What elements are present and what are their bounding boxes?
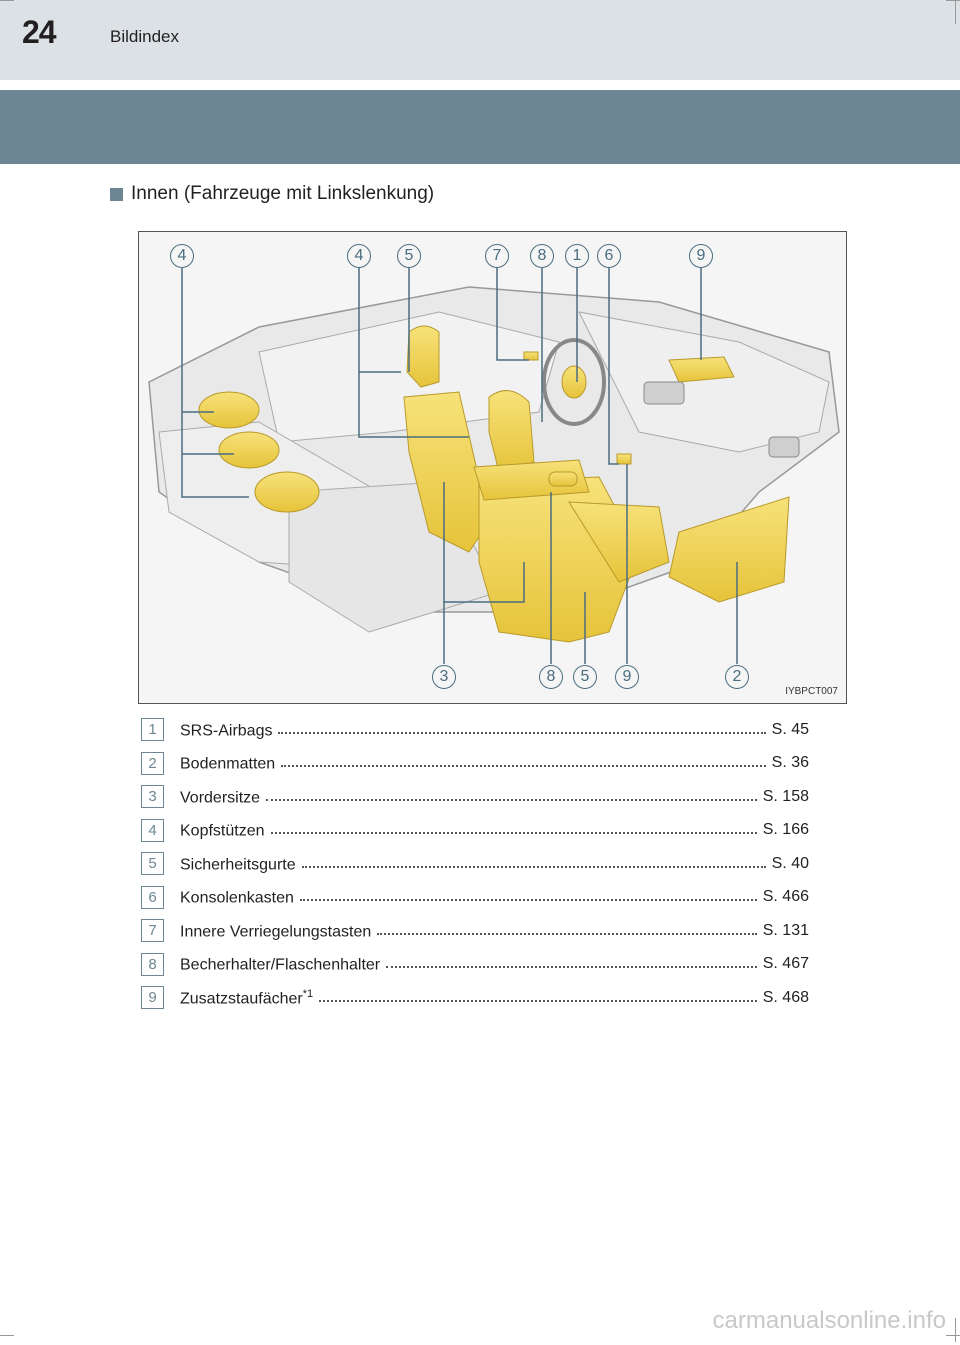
image-code: IYBPCT007 [785,686,838,697]
item-label: Innere Verriegelungstasten [180,922,372,940]
index-list [141,713,809,1015]
item-number-badge: 3 [141,785,164,808]
section-square-icon [110,188,123,201]
item-page-ref[interactable]: S. 466 [762,888,809,906]
callout-top-4: 7 [485,244,509,268]
item-label: Vordersitze [180,788,261,806]
item-number-badge: 9 [141,986,164,1009]
item-number-badge: 6 [141,886,164,909]
item-page-ref[interactable]: S. 131 [762,921,809,939]
crop-mark [946,0,960,1]
item-page-ref[interactable]: S. 40 [771,854,809,872]
item-page-ref[interactable]: S. 468 [762,988,809,1006]
watermark: carmanualsonline.info [712,1307,946,1334]
item-number-badge: 5 [141,852,164,875]
callout-top-2: 4 [347,244,371,268]
callout-bottom-2: 8 [539,665,563,689]
item-number-badge: 7 [141,919,164,942]
header-title: Bildindex [110,27,179,46]
callout-layer [139,232,846,703]
callout-bottom-1: 3 [432,665,456,689]
callout-top-5: 8 [530,244,554,268]
callout-bottom-3: 5 [573,665,597,689]
callout-top-8: 9 [689,244,713,268]
callout-top-3: 5 [397,244,421,268]
leader-dots [281,755,765,767]
header-bar [0,0,960,80]
crop-mark [0,0,14,1]
item-label: Kopfstützen [180,822,265,840]
list-item [141,747,809,781]
leader-dots [278,722,765,734]
item-label: Konsolenkasten [180,889,294,907]
section-title-text: Innen (Fahrzeuge mit Linkslenkung) [131,183,435,204]
list-item [141,948,809,982]
item-number-badge: 1 [141,718,164,741]
section-title [110,183,434,205]
callout-top-6: 1 [565,244,589,268]
callout-bottom-4: 9 [615,665,639,689]
crop-mark [946,1335,960,1336]
item-page-ref[interactable]: S. 166 [762,821,809,839]
item-page-ref[interactable]: S. 36 [771,754,809,772]
leader-dots [266,789,757,801]
list-item [141,881,809,915]
item-number-badge: 8 [141,953,164,976]
item-number-badge: 2 [141,752,164,775]
item-page-ref[interactable]: S. 467 [762,955,809,973]
leader-dots [377,923,756,935]
crop-mark [955,1318,956,1342]
list-item [141,780,809,814]
leader-dots [302,856,766,868]
item-number-badge: 4 [141,819,164,842]
crop-mark [0,1335,14,1336]
callout-bottom-5: 2 [725,665,749,689]
item-label: Zusatzstaufächer$^{*1}$ [180,987,314,1007]
leader-dots [271,822,757,834]
interior-figure [138,231,847,704]
leader-dots [386,956,757,968]
list-item [141,814,809,848]
callout-top-1: 4 [170,244,194,268]
item-label: SRS-Airbags [180,721,273,739]
list-item [141,914,809,948]
item-label: Bodenmatten [180,755,276,773]
item-label: Becherhalter/Flaschenhalter [180,956,381,974]
leader-dots [300,889,757,901]
page-number: 24 [22,14,56,50]
item-page-ref[interactable]: S. 158 [762,787,809,805]
leader-dots [319,990,757,1002]
item-page-ref[interactable]: S. 45 [771,720,809,738]
item-label: Sicherheitsgurte [180,855,296,873]
list-item [141,847,809,881]
list-item [141,981,809,1015]
crop-mark [955,0,956,24]
list-item [141,713,809,747]
callout-top-7: 6 [597,244,621,268]
header-band [0,90,960,164]
